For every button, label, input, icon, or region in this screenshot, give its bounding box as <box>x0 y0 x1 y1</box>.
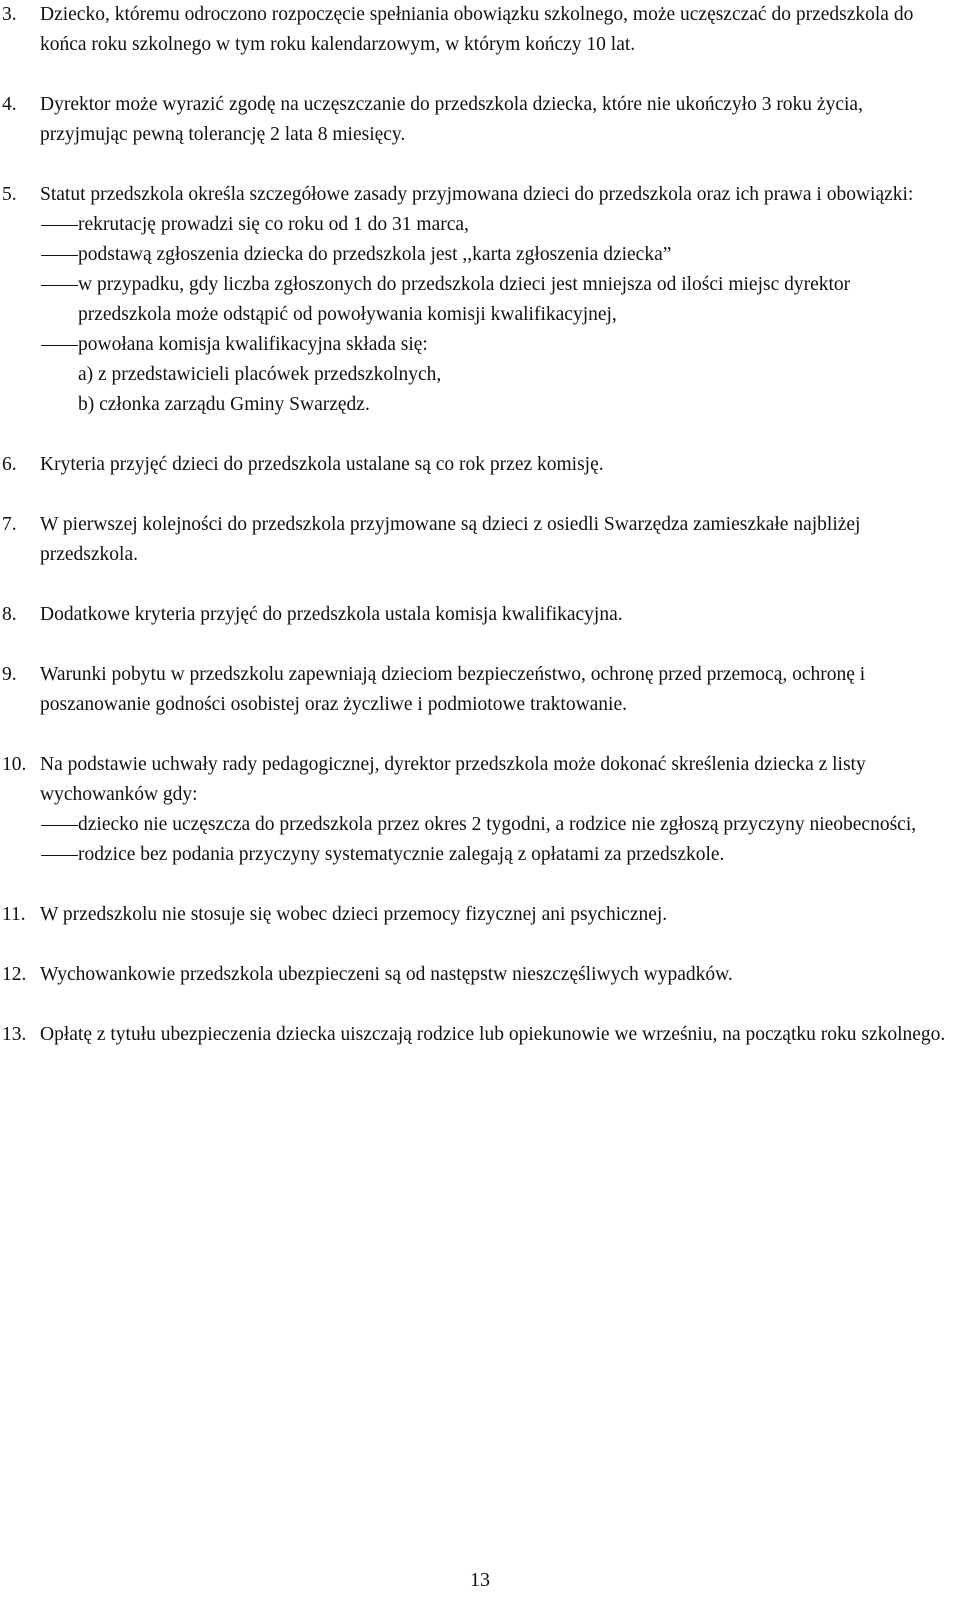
dash-item: rodzice bez podania przyczyny systematycznie zalegają z opłatami za przedszkole. <box>0 840 948 870</box>
item-number: 4. <box>2 94 17 115</box>
item-text: Na podstawie uchwały rady pedagogicznej, dyrektor przedszkola może dokonać skreślenia dziecka z listy wychowanków gdy: <box>40 754 866 805</box>
dash-item: w przypadku, gdy liczba zgłoszonych do przedszkola dzieci jest mniejsza od ilości miejsc dyrektor przedszkola może odstąpić od powoływania komisji kwalifikacyjnej, <box>0 270 948 330</box>
list-item-12 <box>0 960 948 990</box>
list-item-5 <box>0 180 948 420</box>
item-number: 5. <box>2 184 17 205</box>
item-text: Opłatę z tytułu ubezpieczenia dziecka uiszczają rodzice lub opiekunowie we wrześniu, na początku roku szkolnego. <box>40 1024 946 1045</box>
item-text: Kryteria przyjęć dzieci do przedszkola ustalane są co rok przez komisję. <box>40 454 604 475</box>
item-number: 7. <box>2 514 17 535</box>
sub-item: a) z przedstawicieli placówek przedszkolnych, <box>78 364 442 385</box>
list-item-6 <box>0 450 948 480</box>
list-item-3 <box>0 0 948 60</box>
list-item-13 <box>0 1020 948 1050</box>
item-number: 11. <box>2 904 26 925</box>
list-item-8 <box>0 600 948 630</box>
item-number: 6. <box>2 454 17 475</box>
item-text: Dyrektor może wyrazić zgodę na uczęszczanie do przedszkola dziecka, które nie ukończyło 3 roku życia, przyjmując pewną tolerancję 2 lata 8 miesięcy. <box>40 94 863 145</box>
item-text: Dziecko, któremu odroczono rozpoczęcie spełniania obowiązku szkolnego, może uczęszczać do przedszkola do końca roku szkolnego w tym roku kalendarzowym, w którym kończy 10 lat. <box>40 4 914 55</box>
sub-item: b) członka zarządu Gminy Swarzędz. <box>78 394 370 415</box>
item-number: 13. <box>2 1024 27 1045</box>
item-number: 3. <box>2 4 17 25</box>
sub-list <box>78 360 948 420</box>
dash-item: podstawą zgłoszenia dziecka do przedszkola jest ,,karta zgłoszenia dziecka” <box>0 240 948 270</box>
item-number: 8. <box>2 604 17 625</box>
item-text: W przedszkolu nie stosuje się wobec dzieci przemocy fizycznej ani psychicznej. <box>40 904 668 925</box>
dash-item: dziecko nie uczęszcza do przedszkola przez okres 2 tygodni, a rodzice nie zgłoszą przyczyny nieobecności, <box>0 810 948 840</box>
dash-item-text: powołana komisja kwalifikacyjna składa się: <box>78 334 428 355</box>
list-item-4 <box>0 90 948 150</box>
list-item-11 <box>0 900 948 930</box>
list-item-10 <box>0 750 948 870</box>
item-number: 9. <box>2 664 17 685</box>
dash-list <box>40 210 948 420</box>
item-number: 10. <box>2 754 27 775</box>
dash-item: rekrutację prowadzi się co roku od 1 do 31 marca, <box>0 210 948 240</box>
dash-item-with-sublist <box>0 330 948 420</box>
item-number: 12. <box>2 964 27 985</box>
list-item-7 <box>0 510 948 570</box>
dash-list <box>40 810 948 870</box>
item-text: Statut przedszkola określa szczegółowe zasady przyjmowana dzieci do przedszkola oraz ich prawa i obowiązki: <box>40 184 914 205</box>
item-text: W pierwszej kolejności do przedszkola przyjmowane są dzieci z osiedli Swarzędza zamieszkałe najbliżej przedszkola. <box>40 514 861 565</box>
item-text: Dodatkowe kryteria przyjęć do przedszkola ustala komisja kwalifikacyjna. <box>40 604 623 625</box>
list-item-9 <box>0 660 948 720</box>
item-text: Warunki pobytu w przedszkolu zapewniają dzieciom bezpieczeństwo, ochronę przed przemocą, ochronę i poszanowanie godności osobistej oraz życzliwe i podmiotowe traktowanie. <box>40 664 866 715</box>
page-number: 13 <box>470 1569 490 1591</box>
item-text: Wychowankowie przedszkola ubezpieczeni są od następstw nieszczęśliwych wypadków. <box>40 964 733 985</box>
